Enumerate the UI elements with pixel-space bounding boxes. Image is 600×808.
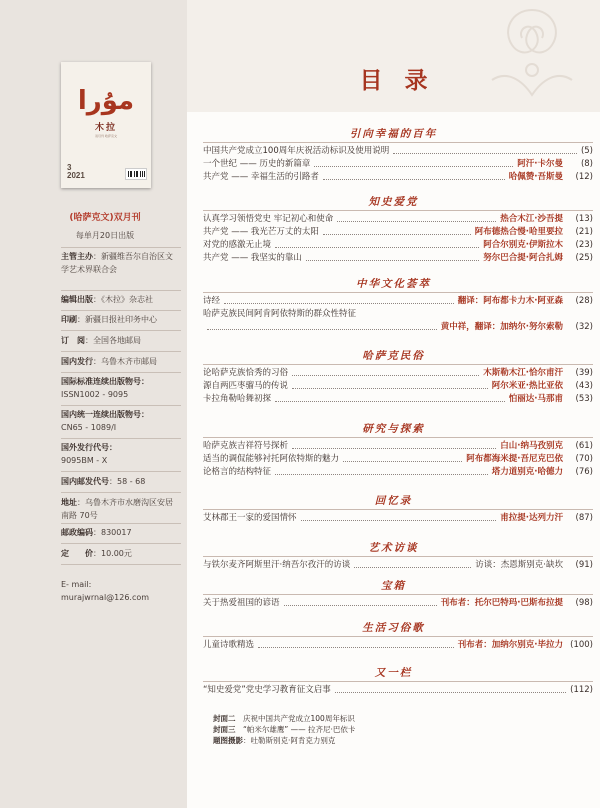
- entry-author: 阿布德热合慢·哈里要拉: [474, 227, 563, 237]
- section-heading: 又一栏: [374, 667, 413, 679]
- page-title: 目录: [359, 67, 450, 94]
- toc-entry[interactable]: [203, 512, 593, 525]
- note-photo: 题图摄影：吐勒斯别克·阿肯克力别克: [213, 736, 336, 745]
- toc-entry[interactable]: [203, 226, 593, 239]
- leader-dots: [306, 260, 479, 261]
- toc-column: [187, 0, 600, 808]
- entry-title: 艾林郡王一家的爱国情怀: [203, 513, 297, 523]
- entry-title: 共产党 —— 幸福生活的引路者: [203, 172, 319, 182]
- entry-author: 阿布都海米提·吾尼克巴依: [466, 454, 563, 464]
- entry-title: 认真学习领悟党史 牢记初心和使命: [203, 214, 334, 224]
- toc-entry[interactable]: [203, 252, 593, 265]
- leader-dots: [275, 474, 488, 475]
- entry-title: 卡拉角勒哈舞初探: [203, 394, 272, 404]
- section-divider: [203, 364, 593, 365]
- section-heading: 知史爱党: [368, 196, 419, 208]
- entry-page: (13): [575, 214, 593, 224]
- note-cover-3: 封面三 “帕米尔雄鹰” —— 拉齐尼·巴依卡: [213, 725, 356, 734]
- toc-entry[interactable]: [203, 380, 593, 393]
- entry-title: 源自两匹枣骝马的传说: [203, 381, 289, 391]
- leader-dots: [258, 647, 454, 648]
- leader-dots: [292, 375, 479, 376]
- toc-entry[interactable]: [203, 684, 593, 697]
- entry-title: 中国共产党成立100周年庆祝活动标识及使用说明: [203, 146, 390, 156]
- entry-page: (100): [570, 640, 593, 650]
- leader-dots: [275, 401, 505, 402]
- entry-author: 哈佩赞·吾斯曼: [508, 172, 563, 182]
- section-divider: [203, 292, 593, 293]
- info-price: 定 价：10.00元: [61, 549, 132, 558]
- leader-dots: [323, 179, 505, 180]
- leader-dots: [323, 234, 471, 235]
- note-cover-2: 封面二 庆祝中国共产党成立100周年标识: [213, 714, 355, 723]
- divider: [61, 523, 181, 524]
- cover-issue-number: 3: [67, 163, 72, 172]
- divider: [61, 564, 181, 565]
- entry-author: 白山·纳马孜别克: [500, 441, 563, 451]
- entry-page: (25): [575, 253, 593, 263]
- toc-entry[interactable]: [203, 466, 593, 479]
- leader-dots: [284, 605, 437, 606]
- divider: [61, 372, 181, 373]
- section-heading: 哈萨克民俗: [362, 350, 425, 362]
- leader-dots: [292, 388, 488, 389]
- entry-title: 与铁尔麦齐阿斯里汗·纳吾尔孜汗的访谈: [203, 560, 351, 570]
- toc-entry[interactable]: [203, 158, 593, 171]
- leader-dots: [207, 329, 437, 330]
- cover-title: 木拉: [94, 123, 117, 133]
- section-divider: [203, 556, 593, 557]
- entry-page: (39): [575, 368, 593, 378]
- entry-title: 哈萨克族民间阿肯阿依特斯的群众性特征: [203, 309, 357, 319]
- entry-page: (91): [575, 560, 593, 570]
- entry-title: 对党的感激无止境: [203, 240, 272, 250]
- leader-dots: [393, 153, 577, 154]
- leader-dots: [343, 461, 462, 462]
- entry-author: 努尔巴合提·阿合扎姆: [483, 253, 563, 263]
- leader-dots: [224, 303, 454, 304]
- ornament-icon: [472, 0, 592, 112]
- entry-page: (12): [575, 172, 593, 182]
- toc-entry[interactable]: [203, 213, 593, 226]
- entry-author: 刊布者：加纳尔别克·毕拉力: [457, 640, 563, 650]
- leader-dots: [292, 448, 496, 449]
- info-distribution: 国内发行：乌鲁木齐市邮局: [61, 357, 157, 366]
- section-heading: 中华文化荟萃: [356, 278, 431, 290]
- leader-dots: [337, 221, 496, 222]
- toc-entry[interactable]: [203, 440, 593, 453]
- toc-entry[interactable]: [203, 239, 593, 252]
- entry-title: 一个世纪 —— 历史的新篇章: [203, 159, 311, 169]
- divider: [61, 492, 181, 493]
- section-divider: [203, 594, 593, 595]
- toc-entry[interactable]: [203, 171, 593, 184]
- entry-title: 适当的调侃能够衬托阿依特斯的魅力: [203, 454, 340, 464]
- section-heading: 研究与探索: [362, 423, 425, 435]
- cover-logo: مۇرا: [77, 86, 135, 116]
- entry-author: 木斯勒木江·恰尔甫汗: [483, 368, 563, 378]
- leader-dots: [314, 166, 513, 167]
- section-divider: [203, 636, 593, 637]
- magazine-cover: [61, 62, 151, 188]
- toc-entry[interactable]: [203, 308, 593, 321]
- entry-page: (112): [570, 685, 593, 695]
- entry-author: 阿汗·卡尔曼: [517, 159, 563, 169]
- entry-page: (8): [580, 159, 593, 169]
- section-divider: [203, 509, 593, 510]
- toc-entry[interactable]: [203, 295, 593, 308]
- publication-type: (哈萨克文)双月刊: [69, 213, 141, 223]
- entry-author: 阿尔米亚·热比亚依: [491, 381, 563, 391]
- info-postal-code: 国内邮发代号：58 - 68: [61, 477, 146, 486]
- cover-issue: [67, 164, 85, 180]
- section-heading: 宝箱: [381, 580, 406, 592]
- info-printer: 印刷：新疆日报社印务中心: [61, 315, 157, 324]
- entry-title: 关于热爱祖国的谚语: [203, 598, 280, 608]
- entry-title: 论格言的结构特征: [203, 467, 272, 477]
- entry-author: 塔力道别克·哈德力: [491, 467, 563, 477]
- toc-entry[interactable]: [203, 559, 593, 572]
- entry-title: 共产党 —— 我光芒万丈的太阳: [203, 227, 319, 237]
- info-sponsor: 主管主办：新疆维吾尔自治区文学艺术界联合会: [61, 252, 173, 274]
- entry-page: (43): [575, 381, 593, 391]
- entry-author: 黄中祥，翻译：加纳尔·努尔索勒: [440, 322, 563, 332]
- divider: [61, 543, 181, 544]
- entry-title: 论哈萨克族恰秀的习俗: [203, 368, 289, 378]
- entry-author: 甫拉提·达列力汗: [500, 513, 563, 523]
- section-heading: 回忆录: [374, 495, 413, 507]
- info-address: 地址：乌鲁木齐市水磨沟区安居南路 70号: [61, 498, 173, 520]
- entry-page: (98): [575, 598, 593, 608]
- toc-entry[interactable]: [203, 393, 593, 406]
- info-editor: 编辑出版：《木拉》杂志社: [61, 295, 153, 304]
- entry-author: 热合木江·沙吾提: [500, 214, 563, 224]
- entry-title: “知史爱党”党史学习教育征文启事: [203, 685, 331, 695]
- entry-page: (21): [575, 227, 593, 237]
- entry-title: 诗经: [203, 296, 221, 306]
- info-zip: 邮政编码：830017: [61, 528, 132, 537]
- left-column: [0, 0, 187, 808]
- section-divider: [203, 210, 593, 211]
- info-subscription: 订 阅：全国各地邮局: [61, 336, 141, 345]
- divider: [61, 310, 181, 311]
- entry-title: 共产党 —— 我坚实的靠山: [203, 253, 302, 263]
- header-band: [187, 0, 600, 112]
- barcode-icon: [125, 168, 147, 180]
- divider: [61, 471, 181, 472]
- divider: [61, 405, 181, 406]
- cover-issue-year: 2021: [67, 171, 85, 180]
- toc-entry[interactable]: [203, 367, 593, 380]
- toc-entry[interactable]: [203, 453, 593, 466]
- entry-page: (61): [575, 441, 593, 451]
- section-heading: 艺术访谈: [368, 542, 419, 554]
- entry-page: (87): [575, 513, 593, 523]
- leader-dots: [335, 692, 566, 693]
- entry-author: 阿合尔别克·伊斯拉木: [483, 240, 563, 250]
- publication-date: 每单月20日出版: [75, 231, 135, 240]
- toc-entry[interactable]: [203, 321, 593, 334]
- entry-author: 翻译：阿布都卡力木·阿亚森: [457, 296, 563, 306]
- entry-author: 访谈：杰恩斯别克·缺坎: [475, 560, 563, 570]
- section-divider: [203, 437, 593, 438]
- divider: [61, 290, 181, 291]
- info-cn: 国内统一连续出版物号： CN65 - 1089/I: [61, 410, 149, 432]
- leader-dots: [301, 520, 496, 521]
- section-heading: 引向幸福的百年: [349, 128, 438, 140]
- cover-subtitle: 双月刊 哈萨克文: [95, 134, 117, 138]
- info-issn: 国际标准连续出版物号： ISSN1002 - 9095: [61, 377, 149, 399]
- toc-entry[interactable]: [203, 145, 593, 158]
- info-email: E- mail: murajwrnal@126.com: [61, 580, 150, 602]
- section-divider: [203, 142, 593, 143]
- entry-page: (76): [575, 467, 593, 477]
- divider: [61, 330, 181, 331]
- entry-page: (70): [575, 454, 593, 464]
- leader-dots: [275, 247, 479, 248]
- entry-page: (32): [575, 322, 593, 332]
- divider: [61, 351, 181, 352]
- entry-page: (23): [575, 240, 593, 250]
- entry-page: (5): [580, 146, 593, 156]
- toc-entry[interactable]: [203, 597, 593, 610]
- entry-page: (28): [575, 296, 593, 306]
- section-divider: [203, 681, 593, 682]
- entry-author: 怕丽达·马那甫: [508, 394, 563, 404]
- section-heading: 生活习俗歌: [362, 622, 425, 634]
- entry-page: (53): [575, 394, 593, 404]
- entry-author: 刊布者：托尔巴特玛·巴斯布拉提: [440, 598, 563, 608]
- leader-dots: [354, 567, 471, 568]
- divider: [61, 247, 181, 248]
- entry-title: 哈萨克族吉祥符号探析: [203, 441, 289, 451]
- divider: [61, 438, 181, 439]
- info-foreign-code: 国外发行代号： 9095BM - X: [61, 443, 117, 465]
- toc-entry[interactable]: [203, 639, 593, 652]
- entry-title: 儿童诗歌精选: [203, 640, 255, 650]
